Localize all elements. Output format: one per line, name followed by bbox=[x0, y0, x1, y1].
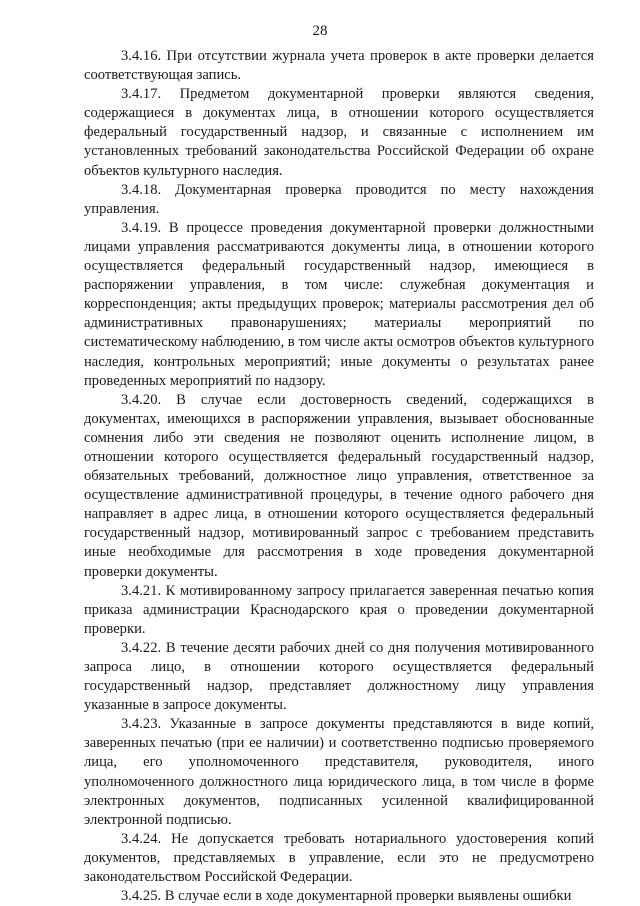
paragraph-3-4-23: 3.4.23. Указанные в запросе документы представляются в виде копий, заверенных печатью (при ее наличии) и соответственно подписью проверяемого лица, его уполномоченного представителя, руководителя, иного уполномоченного должностного лица юридического лица, в том числе в форме электронных документов, подписанных усиленной квалифицированной электронной подписью. bbox=[84, 716, 594, 828]
paragraph-3-4-18: 3.4.18. Документарная проверка проводится по месту нахождения управления. bbox=[84, 181, 594, 217]
paragraph-3-4-19: 3.4.19. В процессе проведения документарной проверки должностными лицами управления рассматриваются документы лица, в отношении которого осуществляется федеральный государственный надзор, имеющиеся в распоряжении управления, в том числе: служебная документация и корреспонденция; акты предыдущих проверок; материалы рассмотрения дел об административных правонарушениях; материалы мероприятий по систематическому наблюдению, в том числе акты осмотров объектов культурного наследия, контрольных мероприятий; иные документы о результатах ранее проведенных мероприятий по надзору. bbox=[84, 219, 594, 389]
paragraph-3-4-17: 3.4.17. Предметом документарной проверки являются сведения, содержащиеся в документах лица, в отношении которого осуществляется федеральный государственный надзор, и связанные с исполнением им установленных требований законодательства Российской Федерации об охране объектов культурного наследия. bbox=[84, 86, 594, 179]
paragraph-3-4-22: 3.4.22. В течение десяти рабочих дней со дня получения мотивированного запроса лицо, в отношении которого осуществляется федеральный государственный надзор, представляет должностному лицу управления указанные в запросе документы. bbox=[84, 639, 594, 714]
paragraph-3-4-16: 3.4.16. При отсутствии журнала учета проверок в акте проверки делается соответствующая запись. bbox=[84, 48, 594, 84]
document-body bbox=[84, 47, 594, 906]
paragraph-3-4-21: 3.4.21. К мотивированному запросу прилагается заверенная печатью копия приказа администрации Краснодарского края о проведении документарной проверки. bbox=[84, 582, 594, 637]
paragraph-3-4-24: 3.4.24. Не допускается требовать нотариального удостоверения копий документов, представляемых в управление, если это не предусмотрено законодательством Российской Федерации. bbox=[84, 830, 594, 886]
paragraph-3-4-20: 3.4.20. В случае если достоверность сведений, содержащихся в документах, имеющихся в распоряжении управления, вызывает обоснованные сомнения либо эти сведения не позволяют оценить исполнение лицом, в отношении которого осуществляется федеральный государственный надзор, обязательных требований, должностное лицо управления, ответственное за осуществление административной процедуры, в течение одного рабочего дня направляет в адрес лица, в отношении которого осуществляется федеральный государственный надзор, мотивированный запрос с требованием представить иные необходимые для рассмотрения в ходе проведения документарной проверки документы. bbox=[84, 391, 594, 580]
paragraph-3-4-25: 3.4.25. В случае если в ходе документарной проверки выявлены ошибки bbox=[121, 888, 572, 905]
page-number: 28 bbox=[312, 23, 328, 39]
